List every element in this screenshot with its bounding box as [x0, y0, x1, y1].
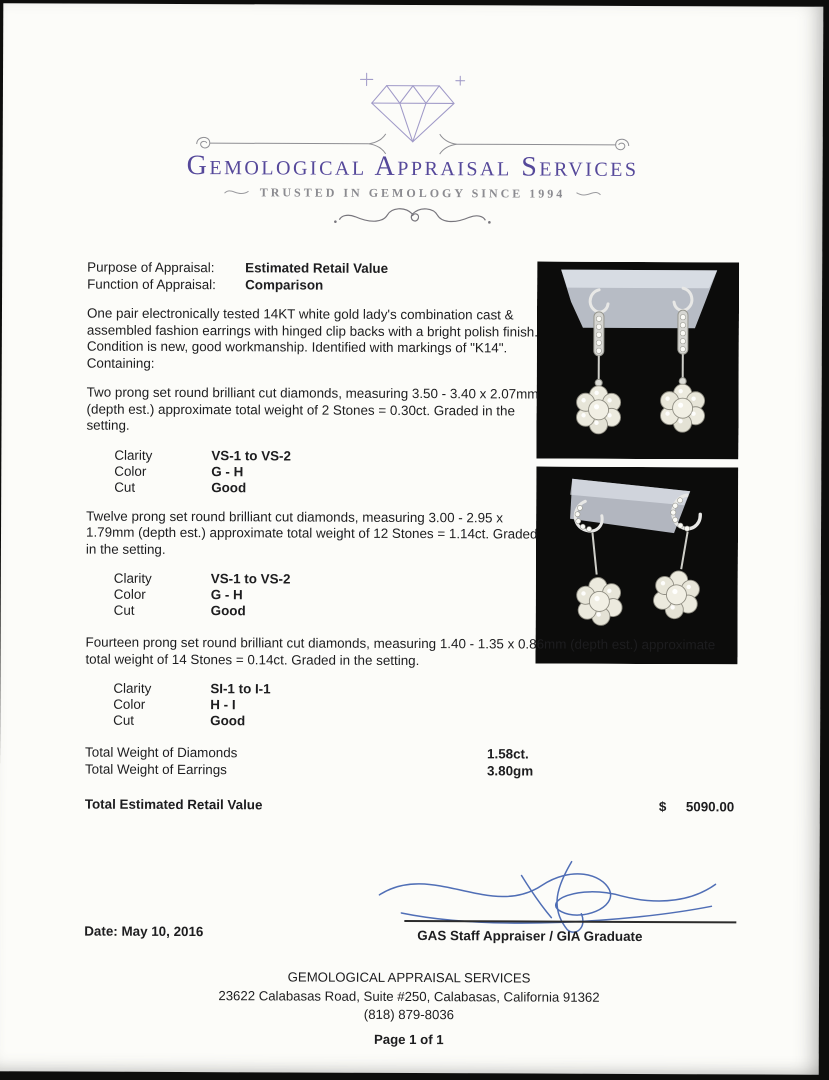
appraisal-date: Date: May 10, 2016: [84, 923, 204, 940]
function-row: [87, 276, 739, 295]
appraisal-body: [85, 260, 739, 816]
appraiser-signature: [371, 855, 721, 939]
currency-symbol: $: [658, 799, 667, 815]
page-number: Page 1 of 1: [373, 1031, 444, 1047]
purpose-label: Purpose of Appraisal:: [87, 259, 215, 276]
cut-row: [113, 713, 737, 732]
stone-group-2-description: Twelve prong set round brilliant cut diamonds, measuring 3.00 - 2.95 x 1.79mm (depth est.) approximate total weight of 12 Stones = 1.14ct. Graded in the setting.: [85, 508, 538, 557]
function-value: Comparison: [245, 276, 324, 293]
total-earrings-label: Total Weight of Earrings: [84, 761, 227, 777]
color-value: G - H: [210, 587, 243, 603]
grade-table-3: [85, 681, 737, 732]
grade-table-2: [86, 571, 738, 622]
total-earrings-value: 3.80gm: [486, 762, 534, 779]
clarity-label: Clarity: [114, 447, 153, 463]
stone-group-3-description: Fourteen prong set round brilliant cut diamonds, measuring 1.40 - 1.35 x 0.86mm (depth est.) approximate total weight of 14 Stones = 0.14ct. Graded in the setting.: [85, 634, 716, 668]
item-description: One pair electronically tested 14KT white gold lady's combination cast & assembled fashion earrings with hinged clip backs with a bright polish finish. Condition is new, good workmanship. Identified with markings of "K14". Containing:: [86, 305, 539, 371]
appraiser-title: GAS Staff Appraiser / GIA Graduate: [417, 928, 643, 945]
totals-section: [85, 745, 737, 781]
cut-label: Cut: [113, 602, 135, 618]
total-retail-label: Total Estimated Retail Value: [84, 796, 263, 813]
tagline-curl-left-icon: [224, 188, 250, 198]
cut-value: Good: [210, 713, 246, 729]
total-retail-amount: 5090.00: [685, 799, 735, 815]
document-header: [2, 61, 823, 234]
color-label: Color: [113, 586, 146, 602]
brand-tagline-row: [2, 184, 822, 203]
total-diamonds-value: 1.58ct.: [487, 746, 529, 762]
stone-group-1-description: Two prong set round brilliant cut diamonds, measuring 3.50 - 3.40 x 2.07mm (depth est.) approximate total weight of 2 Stones = 0.30ct. Graded in the setting.: [86, 384, 539, 433]
cut-row: [114, 603, 738, 622]
tagline-curl-right-icon: [575, 189, 601, 199]
cut-label: Cut: [114, 479, 136, 495]
cut-row: [114, 479, 738, 498]
footer-address: 23622 Calabasas Road, Suite #250, Calabasas, California 91362: [218, 987, 600, 1005]
total-retail-row: [85, 796, 737, 816]
scroll-ornament-icon: [327, 206, 497, 233]
function-label: Function of Appraisal:: [87, 276, 216, 292]
brand-name: Gemological Appraisal Services: [186, 150, 639, 183]
clarity-label: Clarity: [113, 570, 152, 586]
brand-tagline: TRUSTED IN GEMOLOGY SINCE 1994: [259, 185, 566, 201]
color-label: Color: [113, 696, 146, 712]
footer-phone: (818) 879-8036: [363, 1006, 455, 1023]
grade-table-1: [86, 447, 738, 498]
document-footer: [0, 967, 819, 1051]
footer-company: GEMOLOGICAL APPRAISAL SERVICES: [287, 969, 531, 986]
clarity-value: VS-1 to VS-2: [211, 447, 292, 463]
clarity-value: SI-1 to I-1: [210, 681, 271, 697]
clarity-value: VS-1 to VS-2: [210, 571, 291, 587]
total-diamonds-label: Total Weight of Diamonds: [85, 744, 238, 761]
appraisal-document: [0, 3, 823, 1075]
cut-value: Good: [210, 603, 246, 619]
color-label: Color: [114, 463, 147, 479]
total-earrings-row: [85, 761, 737, 780]
color-value: H - I: [210, 697, 236, 713]
clarity-label: Clarity: [113, 680, 152, 696]
purpose-value: Estimated Retail Value: [245, 260, 389, 276]
cut-value: Good: [211, 479, 247, 495]
cut-label: Cut: [113, 712, 135, 728]
color-value: G - H: [211, 463, 244, 479]
